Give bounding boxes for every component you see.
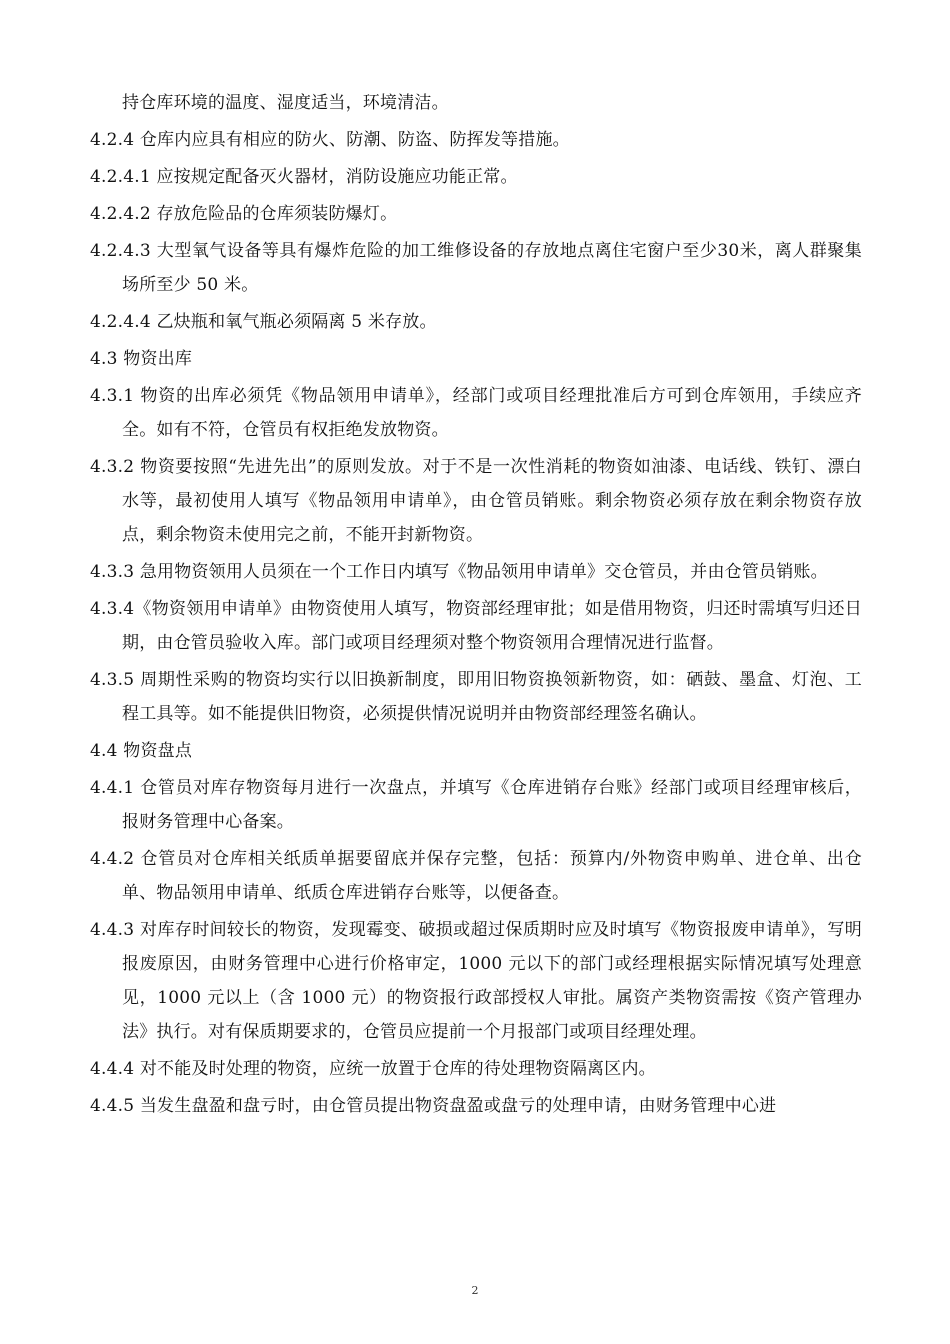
paragraph-4: 4.2.4.3 大型氧气设备等具有爆炸危险的加工维修设备的存放地点离住宅窗户至少30米，离人群聚集场所至少 50 米。 xyxy=(90,241,862,295)
paragraph-8: 4.3.2 物资要按照“先进先出”的原则发放。对于不是一次性消耗的物资如油漆、电话线、铁钉、漂白水等，最初使用人填写《物品领用申请单》，由仓管员销账。剩余物资必须存放在剩余物资存放点，剩余物资未使用完之前，不能开封新物资。 xyxy=(90,457,862,545)
paragraph-5: 4.2.4.4 乙炔瓶和氧气瓶必须隔离 5 米存放。 xyxy=(90,312,437,332)
paragraph-13: 4.4.1 仓管员对库存物资每月进行一次盘点，并填写《仓库进销存台账》经部门或项目经理审核后，报财务管理中心备案。 xyxy=(90,778,862,832)
paragraph-3: 4.2.4.2 存放危险品的仓库须装防爆灯。 xyxy=(90,204,398,224)
paragraph-9: 4.3.3 急用物资领用人员须在一个工作日内填写《物品领用申请单》交仓管员，并由仓管员销账。 xyxy=(90,562,828,582)
paragraph-1: 4.2.4 仓库内应具有相应的防火、防潮、防盗、防挥发等措施。 xyxy=(90,130,570,150)
document-body xyxy=(90,86,862,1126)
section-heading-4-4: 4.4 物资盘点 xyxy=(90,741,193,761)
paragraph-0: 持仓库环境的温度、湿度适当，环境清洁。 xyxy=(122,93,449,113)
paragraph-11: 4.3.5 周期性采购的物资均实行以旧换新制度，即用旧物资换领新物资，如：硒鼓、墨盒、灯泡、工程工具等。如不能提供旧物资，必须提供情况说明并由物资部经理签名确认。 xyxy=(90,670,862,724)
page-number: 2 xyxy=(471,1284,479,1297)
paragraph-2: 4.2.4.1 应按规定配备灭火器材，消防设施应功能正常。 xyxy=(90,167,518,187)
paragraph-14: 4.4.2 仓管员对仓库相关纸质单据要留底并保存完整，包括：预算内/外物资申购单、进仓单、出仓单、物品领用申请单、纸质仓库进销存台账等，以便备查。 xyxy=(90,849,862,903)
paragraph-17: 4.4.5 当发生盘盈和盘亏时，由仓管员提出物资盘盈或盘亏的处理申请，由财务管理中心进 xyxy=(90,1096,777,1116)
paragraph-16: 4.4.4 对不能及时处理的物资，应统一放置于仓库的待处理物资隔离区内。 xyxy=(90,1059,656,1079)
section-heading-4-3: 4.3 物资出库 xyxy=(90,349,193,369)
paragraph-15: 4.4.3 对库存时间较长的物资，发现霉变、破损或超过保质期时应及时填写《物资报废申请单》，写明报废原因，由财务管理中心进行价格审定，1000 元以下的部门或经理根据实际情况填写处理意见，1000 元以上（含 1000 元）的物资报行政部授权人审批。属资产类物资需按《资产管理办法》执行。对有保质期要求的，仓管员应提前一个月报部门或项目经理处理。 xyxy=(90,920,862,1042)
paragraph-10: 4.3.4《物资领用申请单》由物资使用人填写，物资部经理审批；如是借用物资，归还时需填写归还日期，由仓管员验收入库。部门或项目经理须对整个物资领用合理情况进行监督。 xyxy=(90,599,862,653)
paragraph-7: 4.3.1 物资的出库必须凭《物品领用申请单》，经部门或项目经理批准后方可到仓库领用，手续应齐全。如有不符，仓管员有权拒绝发放物资。 xyxy=(90,386,862,440)
